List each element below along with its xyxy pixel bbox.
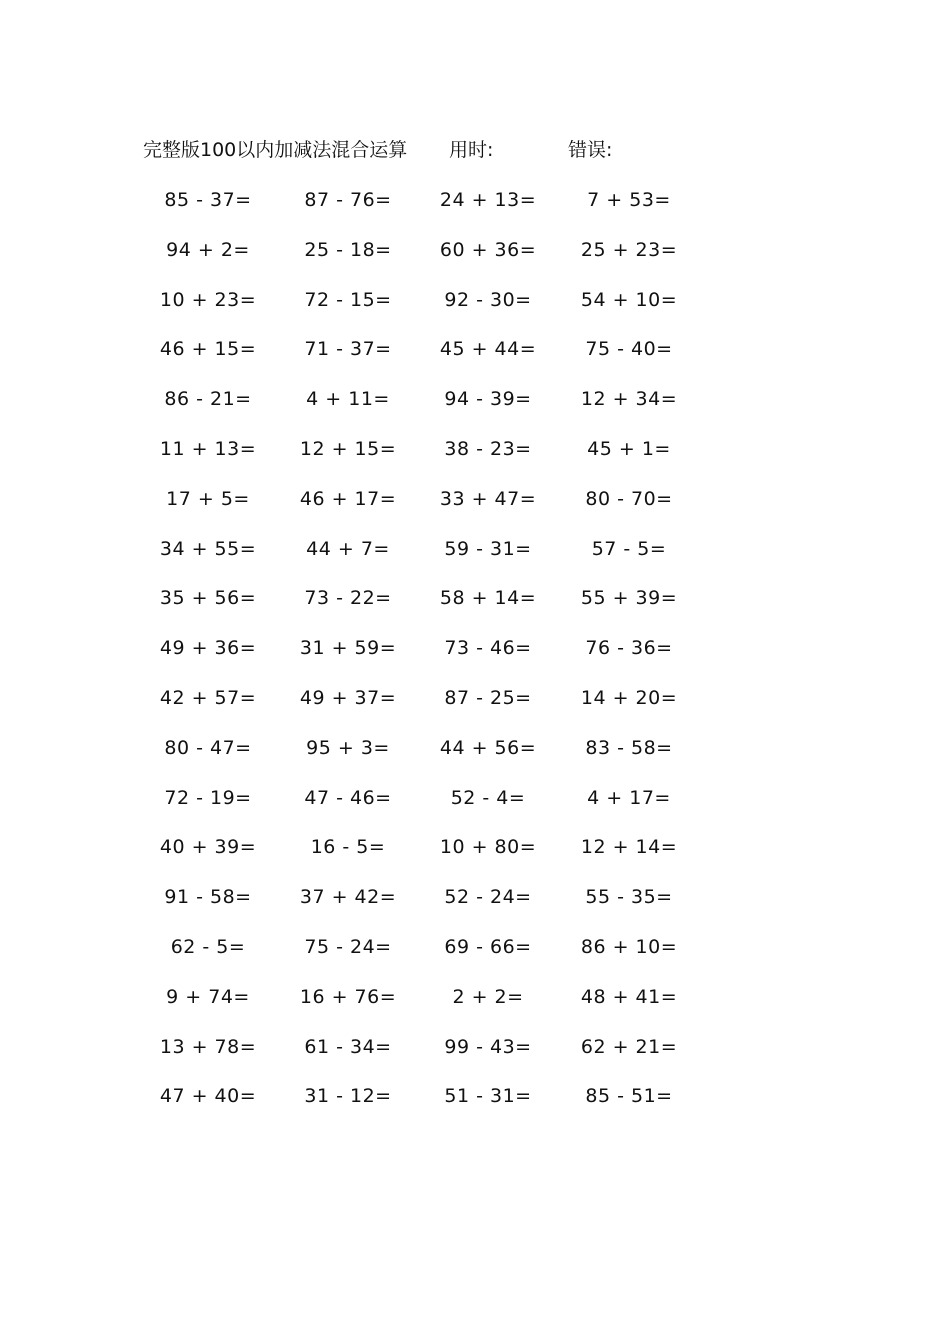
math-problem: 31 - 12= — [304, 1085, 392, 1108]
math-problem: 25 + 23= — [580, 238, 678, 261]
math-problem: 83 - 58= — [585, 736, 673, 759]
math-problem: 86 + 10= — [580, 935, 678, 958]
math-problem: 47 + 40= — [159, 1085, 257, 1108]
math-problem: 9 + 74= — [166, 985, 250, 1008]
math-problem: 99 - 43= — [444, 1035, 532, 1058]
problem-row — [148, 733, 708, 783]
math-problem: 25 - 18= — [304, 238, 392, 261]
math-problem: 71 - 37= — [304, 338, 392, 361]
math-problem: 16 + 76= — [299, 985, 397, 1008]
math-problem: 17 + 5= — [166, 487, 250, 510]
math-problem: 47 - 46= — [304, 786, 392, 809]
math-problem: 80 - 47= — [164, 736, 252, 759]
math-problem: 87 - 76= — [304, 189, 392, 211]
problem-row — [148, 384, 708, 434]
math-problem: 46 + 17= — [299, 487, 397, 510]
math-problem: 49 + 37= — [299, 686, 397, 709]
math-problem: 2 + 2= — [452, 985, 524, 1008]
math-problem: 57 - 5= — [591, 537, 667, 560]
problem-row — [148, 235, 708, 285]
problem-row — [148, 982, 708, 1032]
math-problem: 44 + 7= — [306, 537, 390, 560]
math-problem: 85 - 51= — [585, 1085, 673, 1108]
math-problem: 45 + 44= — [439, 338, 537, 361]
math-problem: 91 - 58= — [164, 886, 252, 909]
math-problem: 52 - 24= — [444, 886, 532, 909]
math-problem: 54 + 10= — [580, 288, 678, 311]
math-problem: 4 + 11= — [306, 388, 390, 411]
math-problem: 7 + 53= — [587, 189, 671, 211]
problem-row — [148, 932, 708, 982]
math-problem: 94 - 39= — [444, 388, 532, 411]
problem-row — [148, 1032, 708, 1082]
math-problem: 10 + 23= — [159, 288, 257, 311]
math-problem: 37 + 42= — [299, 886, 397, 909]
math-problem: 62 - 5= — [170, 935, 246, 958]
math-problem: 87 - 25= — [444, 686, 532, 709]
math-problem: 85 - 37= — [164, 189, 252, 211]
math-problem: 35 + 56= — [159, 587, 257, 610]
math-problem: 24 + 13= — [439, 189, 537, 211]
math-problem: 62 + 21= — [580, 1035, 678, 1058]
math-problem: 12 + 14= — [580, 836, 678, 859]
math-problem: 72 - 15= — [304, 288, 392, 311]
errors-label: 错误: — [568, 139, 613, 161]
math-problem: 16 - 5= — [310, 836, 386, 859]
problem-row — [148, 583, 708, 633]
math-problem: 51 - 31= — [444, 1085, 532, 1108]
math-problem: 55 - 35= — [585, 886, 673, 909]
math-problem: 40 + 39= — [159, 836, 257, 859]
problem-row — [148, 633, 708, 683]
problem-row — [148, 185, 708, 235]
math-problem: 48 + 41= — [580, 985, 678, 1008]
math-problem: 76 - 36= — [585, 637, 673, 660]
math-problem: 31 + 59= — [299, 637, 397, 660]
math-problem: 80 - 70= — [585, 487, 673, 510]
math-problem: 60 + 36= — [439, 238, 537, 261]
math-problem: 10 + 80= — [439, 836, 537, 859]
math-problem: 34 + 55= — [159, 537, 257, 560]
math-problem: 72 - 19= — [164, 786, 252, 809]
math-problem: 75 - 24= — [304, 935, 392, 958]
problem-row — [148, 783, 708, 833]
math-problem: 52 - 4= — [450, 786, 526, 809]
math-problem: 45 + 1= — [587, 437, 671, 460]
math-problem: 11 + 13= — [159, 437, 257, 460]
math-problem: 55 + 39= — [580, 587, 678, 610]
math-problem: 69 - 66= — [444, 935, 532, 958]
problem-row — [148, 285, 708, 335]
math-problem: 73 - 46= — [444, 637, 532, 660]
math-problem: 94 + 2= — [166, 238, 250, 261]
page-title: 完整版100以内加减法混合运算 — [143, 139, 408, 161]
problem-row — [148, 683, 708, 733]
math-problem: 61 - 34= — [304, 1035, 392, 1058]
worksheet-header — [143, 136, 703, 164]
math-problem: 14 + 20= — [580, 686, 678, 709]
math-problem: 4 + 17= — [587, 786, 671, 809]
math-problem: 59 - 31= — [444, 537, 532, 560]
math-problem: 75 - 40= — [585, 338, 673, 361]
problem-row — [148, 434, 708, 484]
math-problem: 92 - 30= — [444, 288, 532, 311]
time-label: 用时: — [449, 139, 494, 161]
math-problem: 13 + 78= — [159, 1035, 257, 1058]
math-problem: 38 - 23= — [444, 437, 532, 460]
math-problem: 12 + 15= — [299, 437, 397, 460]
math-problem: 86 - 21= — [164, 388, 252, 411]
problem-row — [148, 882, 708, 932]
problem-row — [148, 1081, 708, 1131]
math-problem: 33 + 47= — [439, 487, 537, 510]
math-problem: 12 + 34= — [580, 388, 678, 411]
math-problem: 46 + 15= — [159, 338, 257, 361]
math-problem: 49 + 36= — [159, 637, 257, 660]
math-problem: 44 + 56= — [439, 736, 537, 759]
problem-row — [148, 534, 708, 584]
math-problem: 42 + 57= — [159, 686, 257, 709]
problem-row — [148, 832, 708, 882]
math-problem: 58 + 14= — [439, 587, 537, 610]
problem-row — [148, 334, 708, 384]
problem-grid — [148, 185, 708, 1131]
math-problem: 73 - 22= — [304, 587, 392, 610]
math-problem: 95 + 3= — [306, 736, 390, 759]
problem-row — [148, 484, 708, 534]
